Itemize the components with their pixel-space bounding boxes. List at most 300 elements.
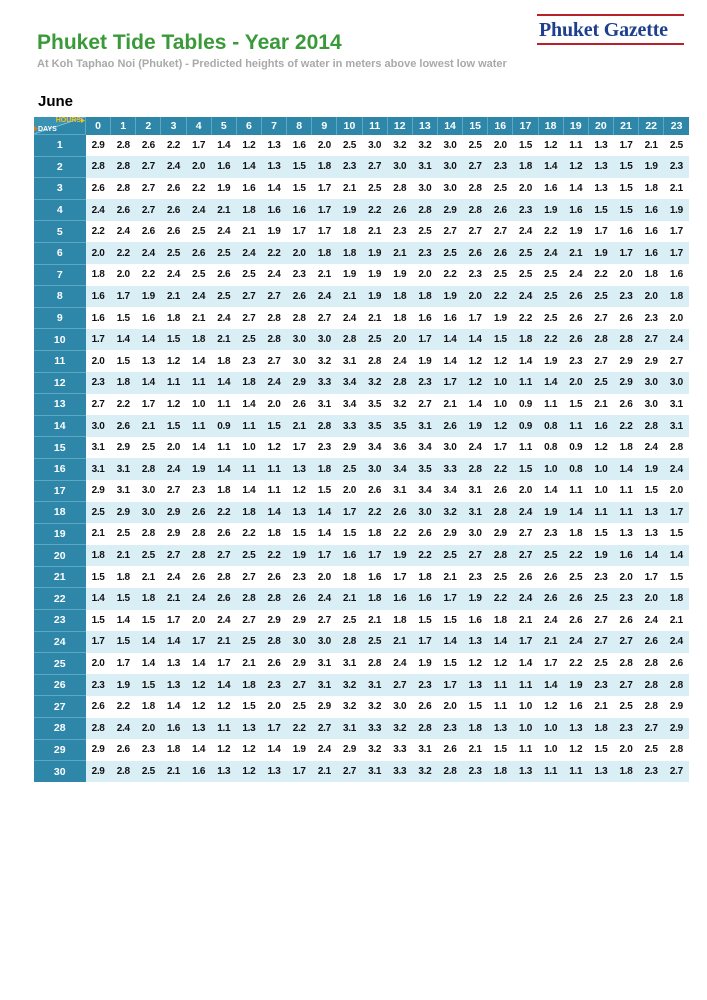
- tide-value: 2.6: [513, 566, 538, 588]
- tide-value: 2.7: [312, 718, 337, 740]
- tide-value: 1.9: [664, 199, 689, 221]
- tide-value: 1.0: [488, 394, 513, 416]
- tide-value: 2.2: [563, 545, 588, 567]
- tide-value: 3.2: [387, 135, 412, 157]
- tide-value: 1.6: [412, 588, 437, 610]
- tide-value: 2.7: [136, 156, 161, 178]
- tide-value: 2.8: [463, 199, 488, 221]
- tide-value: 2.4: [639, 610, 664, 632]
- tide-value: 1.7: [513, 631, 538, 653]
- tide-value: 2.3: [463, 264, 488, 286]
- tide-value: 3.6: [387, 437, 412, 459]
- tide-value: 2.6: [412, 696, 437, 718]
- tide-value: 3.2: [387, 718, 412, 740]
- tide-value: 1.4: [312, 523, 337, 545]
- tide-value: 2.0: [312, 135, 337, 157]
- page-title: Phuket Tide Tables - Year 2014: [37, 31, 342, 54]
- tide-value: 1.8: [312, 458, 337, 480]
- hour-header: 4: [186, 117, 211, 135]
- tide-value: 2.1: [387, 631, 412, 653]
- tide-value: 1.2: [236, 135, 261, 157]
- tide-value: 1.4: [236, 156, 261, 178]
- hour-header: 8: [287, 117, 312, 135]
- tide-value: 1.3: [463, 631, 488, 653]
- tide-value: 1.2: [287, 480, 312, 502]
- tide-value: 1.7: [211, 653, 236, 675]
- table-row: [34, 221, 689, 243]
- tide-value: 1.8: [613, 437, 638, 459]
- tide-value: 1.4: [463, 394, 488, 416]
- tide-value: 2.8: [412, 718, 437, 740]
- tide-value: 2.2: [136, 264, 161, 286]
- tide-value: 2.0: [412, 264, 437, 286]
- tide-value: 2.3: [588, 674, 613, 696]
- tide-value: 3.4: [362, 437, 387, 459]
- tide-value: 2.0: [261, 394, 286, 416]
- tide-value: 2.5: [186, 221, 211, 243]
- tide-value: 1.7: [111, 286, 136, 308]
- tide-value: 3.1: [337, 718, 362, 740]
- tide-value: 2.3: [287, 264, 312, 286]
- tide-value: 2.6: [538, 566, 563, 588]
- day-label: 26: [34, 674, 86, 696]
- tide-value: 1.9: [488, 307, 513, 329]
- tide-value: 1.3: [488, 718, 513, 740]
- tide-value: 2.5: [362, 329, 387, 351]
- tide-value: 2.4: [261, 372, 286, 394]
- tide-value: 2.4: [387, 653, 412, 675]
- tide-value: 2.1: [639, 135, 664, 157]
- tide-value: 1.3: [287, 502, 312, 524]
- tide-value: 2.7: [463, 221, 488, 243]
- tide-value: 2.5: [337, 135, 362, 157]
- tide-value: 3.0: [362, 135, 387, 157]
- tide-value: 1.8: [261, 523, 286, 545]
- tide-value: 1.2: [538, 696, 563, 718]
- tide-value: 1.9: [387, 545, 412, 567]
- tide-value: 1.9: [387, 264, 412, 286]
- tide-value: 3.0: [437, 437, 462, 459]
- tide-value: 2.5: [161, 242, 186, 264]
- tide-value: 3.2: [387, 394, 412, 416]
- day-label: 19: [34, 523, 86, 545]
- tide-value: 2.4: [161, 458, 186, 480]
- tide-value: 2.5: [437, 545, 462, 567]
- tide-value: 1.9: [588, 242, 613, 264]
- tide-value: 2.8: [186, 545, 211, 567]
- tide-value: 1.1: [513, 674, 538, 696]
- tide-value: 1.3: [261, 135, 286, 157]
- tide-value: 2.5: [639, 739, 664, 761]
- tide-value: 1.9: [538, 350, 563, 372]
- tide-value: 2.3: [513, 199, 538, 221]
- tide-value: 2.2: [488, 286, 513, 308]
- tide-value: 1.4: [211, 674, 236, 696]
- tide-value: 2.5: [136, 761, 161, 783]
- tide-value: 2.0: [437, 696, 462, 718]
- table-row: [34, 674, 689, 696]
- tide-value: 2.9: [261, 610, 286, 632]
- tide-value: 1.1: [613, 502, 638, 524]
- tide-value: 1.1: [186, 372, 211, 394]
- tide-value: 1.4: [639, 545, 664, 567]
- tide-value: 2.4: [639, 437, 664, 459]
- hour-header: 17: [513, 117, 538, 135]
- tide-value: 2.8: [362, 350, 387, 372]
- tide-value: 2.6: [563, 329, 588, 351]
- tide-value: 1.0: [488, 372, 513, 394]
- tide-value: 2.4: [186, 588, 211, 610]
- tide-value: 2.5: [211, 242, 236, 264]
- tide-value: 2.4: [538, 610, 563, 632]
- day-label: 18: [34, 502, 86, 524]
- tide-value: 1.8: [111, 566, 136, 588]
- tide-value: 2.3: [387, 221, 412, 243]
- tide-value: 3.0: [639, 372, 664, 394]
- tide-value: 1.7: [488, 437, 513, 459]
- tide-value: 2.4: [261, 264, 286, 286]
- tide-value: 1.9: [563, 674, 588, 696]
- tide-value: 2.7: [664, 350, 689, 372]
- tide-value: 2.9: [86, 739, 111, 761]
- tide-value: 2.8: [261, 631, 286, 653]
- tide-value: 1.9: [639, 156, 664, 178]
- tide-value: 3.1: [86, 437, 111, 459]
- tide-value: 2.5: [588, 286, 613, 308]
- tide-value: 1.8: [463, 718, 488, 740]
- tide-value: 2.4: [563, 264, 588, 286]
- tide-value: 1.7: [437, 372, 462, 394]
- tide-value: 2.1: [387, 242, 412, 264]
- tide-value: 2.7: [261, 350, 286, 372]
- tide-value: 1.8: [362, 588, 387, 610]
- tide-value: 2.8: [261, 329, 286, 351]
- tide-value: 1.4: [186, 437, 211, 459]
- day-label: 10: [34, 329, 86, 351]
- tide-value: 2.4: [136, 242, 161, 264]
- tide-value: 3.1: [664, 394, 689, 416]
- tide-value: 1.8: [236, 199, 261, 221]
- tide-value: 2.3: [186, 480, 211, 502]
- tide-value: 1.9: [538, 502, 563, 524]
- tide-value: 2.2: [588, 264, 613, 286]
- tide-value: 1.4: [86, 588, 111, 610]
- tide-value: 1.7: [261, 718, 286, 740]
- tide-value: 1.8: [588, 718, 613, 740]
- tide-value: 3.0: [362, 458, 387, 480]
- tide-value: 1.2: [588, 437, 613, 459]
- tide-value: 2.5: [236, 264, 261, 286]
- tide-value: 1.0: [538, 718, 563, 740]
- tide-value: 1.2: [161, 394, 186, 416]
- tide-value: 2.8: [613, 653, 638, 675]
- tide-value: 2.9: [287, 610, 312, 632]
- tide-value: 1.4: [437, 329, 462, 351]
- tide-value: 2.9: [86, 761, 111, 783]
- tide-value: 1.4: [111, 329, 136, 351]
- tide-value: 1.1: [161, 372, 186, 394]
- tide-value: 1.3: [588, 135, 613, 157]
- tide-value: 1.4: [463, 329, 488, 351]
- day-label: 23: [34, 610, 86, 632]
- tide-value: 2.4: [513, 502, 538, 524]
- tide-value: 1.1: [488, 674, 513, 696]
- tide-value: 1.3: [161, 674, 186, 696]
- tide-value: 2.3: [312, 437, 337, 459]
- tide-value: 2.9: [287, 372, 312, 394]
- tide-value: 1.1: [488, 696, 513, 718]
- day-label: 29: [34, 739, 86, 761]
- tide-value: 2.7: [513, 523, 538, 545]
- tide-value: 2.4: [211, 221, 236, 243]
- tide-value: 2.6: [161, 221, 186, 243]
- tide-value: 1.6: [136, 307, 161, 329]
- tide-value: 3.1: [86, 458, 111, 480]
- tide-value: 1.7: [312, 545, 337, 567]
- tide-value: 2.9: [86, 135, 111, 157]
- tide-value: 1.7: [287, 221, 312, 243]
- tide-value: 1.8: [362, 523, 387, 545]
- tide-value: 1.7: [362, 545, 387, 567]
- tide-value: 1.1: [236, 458, 261, 480]
- tide-value: 2.0: [613, 739, 638, 761]
- tide-value: 2.8: [613, 329, 638, 351]
- tide-value: 1.0: [236, 437, 261, 459]
- tide-value: 1.7: [664, 502, 689, 524]
- tide-value: 1.8: [186, 329, 211, 351]
- tide-value: 2.7: [362, 156, 387, 178]
- tide-value: 0.9: [513, 394, 538, 416]
- tide-value: 2.8: [412, 199, 437, 221]
- tide-value: 1.4: [312, 502, 337, 524]
- tide-value: 2.7: [387, 674, 412, 696]
- tide-value: 1.0: [588, 480, 613, 502]
- tide-value: 2.8: [387, 178, 412, 200]
- tide-value: 2.3: [412, 242, 437, 264]
- tide-value: 2.7: [588, 307, 613, 329]
- tide-value: 2.9: [664, 718, 689, 740]
- tide-value: 2.0: [613, 566, 638, 588]
- tide-value: 2.2: [412, 545, 437, 567]
- tide-value: 1.2: [236, 761, 261, 783]
- tide-value: 1.2: [488, 350, 513, 372]
- tide-value: 1.4: [136, 631, 161, 653]
- tide-value: 1.5: [111, 350, 136, 372]
- tide-value: 2.2: [387, 523, 412, 545]
- tide-value: 1.5: [86, 610, 111, 632]
- table-row: [34, 653, 689, 675]
- tide-value: 2.6: [261, 566, 286, 588]
- tide-value: 1.6: [86, 307, 111, 329]
- tide-value: 3.0: [412, 178, 437, 200]
- tide-value: 1.5: [664, 523, 689, 545]
- table-row: [34, 480, 689, 502]
- tide-value: 1.0: [538, 458, 563, 480]
- tide-value: 1.7: [337, 502, 362, 524]
- tide-value: 2.4: [538, 242, 563, 264]
- tide-value: 2.1: [513, 610, 538, 632]
- phuket-gazette-logo: [537, 14, 684, 46]
- tide-value: 1.9: [412, 653, 437, 675]
- tide-value: 1.5: [613, 199, 638, 221]
- tide-value: 1.5: [161, 329, 186, 351]
- tide-value: 1.5: [261, 415, 286, 437]
- tide-value: 2.6: [437, 739, 462, 761]
- tide-value: 3.1: [312, 674, 337, 696]
- tide-value: 2.0: [664, 480, 689, 502]
- tide-value: 2.0: [463, 286, 488, 308]
- tide-value: 2.9: [613, 350, 638, 372]
- tide-value: 2.4: [312, 286, 337, 308]
- tide-value: 1.4: [111, 610, 136, 632]
- tide-value: 1.5: [613, 178, 638, 200]
- tide-value: 2.6: [261, 653, 286, 675]
- tide-value: 1.4: [261, 178, 286, 200]
- table-row: [34, 415, 689, 437]
- tide-value: 1.7: [312, 221, 337, 243]
- table-row: [34, 135, 689, 157]
- tide-value: 3.1: [111, 480, 136, 502]
- tide-value: 1.8: [513, 156, 538, 178]
- tide-value: 1.1: [538, 394, 563, 416]
- tide-value: 2.9: [488, 523, 513, 545]
- hour-header: 22: [639, 117, 664, 135]
- tide-value: 1.6: [186, 761, 211, 783]
- tide-value: 1.5: [111, 307, 136, 329]
- tide-value: 2.8: [287, 307, 312, 329]
- hour-header: 13: [412, 117, 437, 135]
- tide-value: 3.1: [412, 156, 437, 178]
- day-label: 16: [34, 458, 86, 480]
- hour-header: 1: [111, 117, 136, 135]
- tide-value: 1.8: [513, 329, 538, 351]
- tide-value: 1.8: [563, 523, 588, 545]
- tide-value: 3.1: [312, 394, 337, 416]
- tide-value: 3.1: [337, 350, 362, 372]
- tide-value: 2.1: [362, 307, 387, 329]
- tide-value: 2.2: [362, 199, 387, 221]
- tide-value: 2.1: [236, 221, 261, 243]
- tide-value: 3.0: [287, 631, 312, 653]
- tide-value: 2.7: [639, 718, 664, 740]
- tide-value: 1.1: [563, 415, 588, 437]
- tide-value: 2.8: [664, 674, 689, 696]
- day-label: 24: [34, 631, 86, 653]
- tide-value: 1.6: [236, 178, 261, 200]
- tide-value: 1.4: [236, 394, 261, 416]
- tide-value: 2.4: [111, 221, 136, 243]
- tide-value: 3.0: [287, 350, 312, 372]
- tide-value: 2.8: [261, 307, 286, 329]
- tide-value: 2.0: [287, 242, 312, 264]
- tide-value: 2.6: [186, 566, 211, 588]
- tide-value: 2.5: [337, 610, 362, 632]
- tide-value: 3.3: [312, 372, 337, 394]
- hour-header-row: [34, 117, 689, 135]
- tide-value: 3.1: [412, 739, 437, 761]
- logo-rule-top: [537, 14, 684, 16]
- tide-value: 2.4: [513, 588, 538, 610]
- tide-value: 1.4: [211, 372, 236, 394]
- tide-value: 1.4: [513, 350, 538, 372]
- tide-value: 1.9: [463, 588, 488, 610]
- tide-value: 1.4: [136, 329, 161, 351]
- tide-value: 1.4: [664, 545, 689, 567]
- tide-value: 1.4: [538, 674, 563, 696]
- hour-header: 6: [236, 117, 261, 135]
- tide-value: 3.4: [337, 372, 362, 394]
- tide-value: 2.1: [211, 199, 236, 221]
- tide-value: 1.3: [588, 178, 613, 200]
- tide-value: 1.2: [563, 739, 588, 761]
- tide-value: 1.2: [186, 696, 211, 718]
- tide-value: 2.3: [86, 674, 111, 696]
- tide-value: 2.7: [211, 545, 236, 567]
- tide-value: 1.8: [86, 264, 111, 286]
- tide-value: 2.1: [337, 286, 362, 308]
- tide-value: 1.5: [287, 523, 312, 545]
- tide-value: 1.4: [186, 350, 211, 372]
- tide-value: 3.2: [337, 674, 362, 696]
- hour-header: 11: [362, 117, 387, 135]
- tide-value: 1.5: [513, 135, 538, 157]
- tide-value: 2.6: [111, 739, 136, 761]
- tide-value: 2.7: [664, 761, 689, 783]
- tide-value: 1.7: [387, 566, 412, 588]
- tide-value: 2.6: [287, 588, 312, 610]
- tide-value: 3.1: [312, 653, 337, 675]
- tide-value: 2.2: [538, 329, 563, 351]
- tide-value: 2.3: [639, 761, 664, 783]
- tide-value: 3.3: [337, 415, 362, 437]
- hour-header: 19: [563, 117, 588, 135]
- hour-header: 10: [337, 117, 362, 135]
- tide-value: 2.5: [463, 135, 488, 157]
- tide-value: 1.9: [412, 350, 437, 372]
- table-row: [34, 199, 689, 221]
- tide-value: 2.4: [161, 566, 186, 588]
- tide-value: 2.0: [86, 350, 111, 372]
- tide-value: 1.2: [211, 739, 236, 761]
- tide-value: 1.5: [437, 610, 462, 632]
- tide-value: 2.8: [261, 588, 286, 610]
- table-row: [34, 350, 689, 372]
- tide-value: 2.7: [588, 631, 613, 653]
- tide-value: 1.8: [236, 502, 261, 524]
- tide-value: 1.6: [563, 696, 588, 718]
- tide-table: [34, 117, 689, 782]
- month-heading: June: [38, 93, 74, 110]
- tide-value: 1.3: [136, 350, 161, 372]
- tide-value: 2.3: [639, 307, 664, 329]
- tide-value: 2.0: [111, 264, 136, 286]
- tide-value: 2.8: [463, 458, 488, 480]
- tide-value: 1.2: [538, 135, 563, 157]
- tide-value: 2.8: [236, 588, 261, 610]
- tide-value: 2.8: [211, 566, 236, 588]
- tide-value: 1.4: [211, 458, 236, 480]
- tide-value: 3.2: [337, 696, 362, 718]
- tide-value: 2.1: [136, 415, 161, 437]
- tide-value: 2.7: [136, 178, 161, 200]
- tide-value: 1.6: [613, 221, 638, 243]
- tide-value: 1.7: [639, 566, 664, 588]
- tide-value: 1.3: [186, 718, 211, 740]
- tide-value: 1.8: [664, 588, 689, 610]
- tide-value: 2.6: [613, 610, 638, 632]
- tide-value: 1.6: [362, 566, 387, 588]
- tide-value: 1.4: [136, 372, 161, 394]
